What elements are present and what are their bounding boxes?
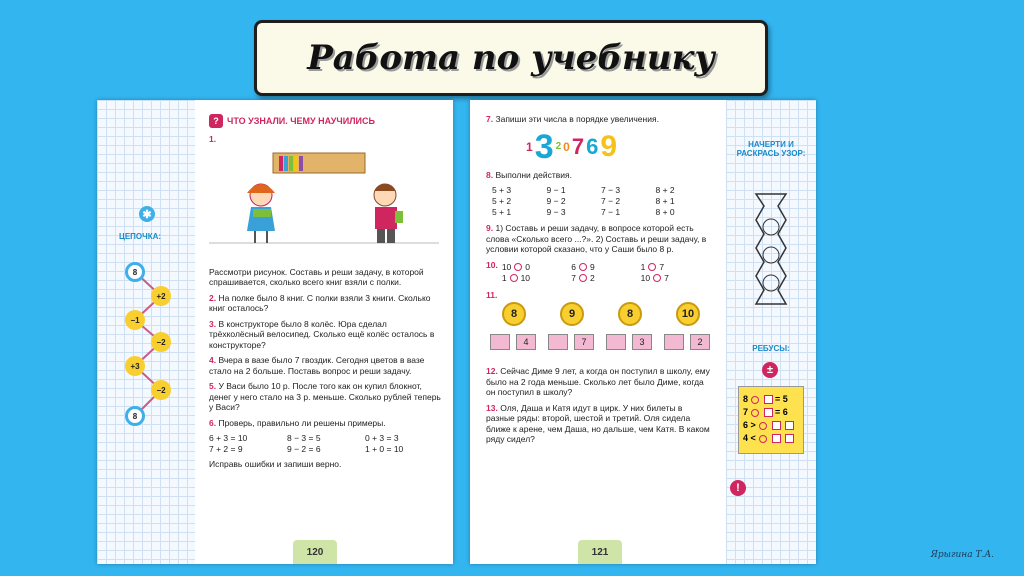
rebus-line — [743, 432, 799, 445]
balloon-number: 10 — [676, 302, 700, 326]
example: 7 − 3 — [601, 185, 621, 195]
task-number: 9. — [486, 223, 494, 233]
chain-node: −2 — [151, 332, 171, 352]
colored-digit: 7 — [571, 133, 585, 159]
task-text: Проверь, правильно ли решены примеры. — [218, 417, 386, 428]
example: 8 + 2 — [655, 185, 675, 195]
example: 5 + 2 — [492, 196, 512, 206]
task-number: 6. — [209, 417, 217, 428]
chain-node: +2 — [151, 286, 171, 306]
right-content — [470, 100, 720, 564]
answer-box[interactable] — [606, 334, 626, 350]
example: 5 + 1 — [492, 207, 512, 217]
task-number: 7. — [486, 114, 494, 124]
illustration-children-books — [209, 147, 443, 259]
answer-box[interactable] — [664, 334, 684, 350]
task-13 — [486, 403, 710, 445]
compare-right: 2 — [589, 272, 595, 283]
example: 9 − 2 = 6 — [287, 444, 321, 454]
balloon-part: 3 — [632, 334, 652, 350]
compare-right: 10 — [520, 272, 531, 283]
task-1: Рассмотри рисунок. Составь и реши задачу, в которой спрашивается, сколько всего книг взяли с полки. — [209, 266, 424, 287]
task-6 — [209, 418, 443, 429]
task-number: 13. — [486, 402, 498, 413]
task-8-examples — [492, 185, 710, 218]
task-text: В конструкторе было 8 колёс. Юра сделал трёхколёсный велосипед. Сколько ещё колёс осталось в конструкторе? — [209, 318, 435, 350]
chain-lines — [97, 100, 195, 564]
task-text: 1) Составь и реши задачу, в вопросе которой есть слова «Сколько всего ...?». 2) Составь и реши задачу, в условии которой сказано, что у Саши было 8 р. — [486, 223, 707, 254]
task-text: Выполни действия. — [495, 169, 572, 180]
rebus-circle[interactable] — [759, 435, 767, 443]
compare-right: 9 — [589, 261, 595, 272]
compare-left: 6 — [571, 261, 576, 272]
compare-left: 7 — [571, 272, 576, 283]
colored-digit: 0 — [563, 139, 570, 154]
colored-digit: 6 — [586, 133, 599, 159]
rebus-square[interactable] — [772, 434, 781, 443]
chain-node-start: 8 — [125, 262, 145, 282]
task-number: 2. — [209, 292, 217, 303]
task-8 — [486, 170, 710, 181]
example: 5 + 3 — [492, 185, 512, 195]
pattern-drawing — [746, 192, 796, 312]
comparison — [502, 273, 571, 284]
colored-digit: 2 — [555, 140, 562, 152]
chain-node: +3 — [125, 356, 145, 376]
example: 6 + 3 = 10 — [209, 433, 248, 443]
rebus-left: 6 > — [743, 420, 756, 430]
compare-right: 7 — [659, 261, 665, 272]
section-heading — [209, 114, 443, 128]
task-10 — [486, 260, 710, 290]
rebus-line — [743, 419, 799, 432]
compare-circle[interactable] — [579, 263, 587, 271]
chain-title: ЦЕПОЧКА: — [119, 232, 162, 241]
rebus-title: РЕБУСЫ: — [752, 344, 790, 353]
rebus-square[interactable] — [772, 421, 781, 430]
rebus-square[interactable] — [764, 395, 773, 404]
example: 8 + 0 — [655, 207, 675, 217]
compare-left: 1 — [640, 261, 646, 272]
left-content — [201, 100, 453, 564]
compare-circle[interactable] — [514, 263, 522, 271]
example: 7 − 2 — [601, 196, 621, 206]
balloon-part: 2 — [690, 334, 710, 350]
rebus-circle[interactable] — [759, 422, 767, 430]
task-number: 1. — [209, 134, 217, 144]
rebus-left: 4 < — [743, 433, 756, 443]
exclamation-icon: ! — [730, 480, 746, 496]
right-page — [470, 100, 816, 564]
heading-text: ЧТО УЗНАЛИ. ЧЕМУ НАУЧИЛИСЬ — [227, 115, 375, 126]
page-number: 121 — [578, 540, 622, 564]
balloon-number: 8 — [618, 302, 642, 326]
compare-right: 7 — [664, 272, 669, 283]
balloon-number: 9 — [560, 302, 584, 326]
answer-box[interactable] — [490, 334, 510, 350]
task-number: 12. — [486, 366, 498, 376]
children-with-bookshelf-image — [209, 147, 439, 259]
draw-pattern-title: НАЧЕРТИ И РАСКРАСЬ УЗОР: — [736, 140, 806, 158]
task-6-examples — [209, 433, 443, 455]
rebus-line — [743, 393, 799, 406]
example: 9 − 1 — [546, 185, 566, 195]
balloon-part: 7 — [574, 334, 594, 350]
task-number: 8. — [486, 169, 494, 180]
task-number: 10. — [486, 259, 498, 270]
compare-left: 10 — [501, 261, 512, 272]
task-text: Сейчас Диме 9 лет, а когда он поступил в школу, ему было на 2 года меньше. Сколько лет было Диме, когда он поступил в школу? — [486, 366, 710, 397]
compare-circle[interactable] — [648, 263, 656, 271]
colored-digit: 9 — [600, 129, 618, 163]
task-10-comparisons — [502, 262, 710, 284]
chain-node: −1 — [125, 310, 145, 330]
left-margin — [97, 100, 195, 564]
banner-title: Работа по учебнику — [307, 38, 715, 78]
rebus-right: = 5 — [775, 394, 788, 404]
example: 7 + 2 = 9 — [209, 444, 243, 454]
task-number: 11. — [486, 289, 498, 300]
compare-circle[interactable] — [653, 274, 661, 282]
balloon-part: 4 — [516, 334, 536, 350]
comparison — [571, 273, 640, 284]
comparison — [641, 273, 710, 284]
answer-box[interactable] — [548, 334, 568, 350]
rebus-left: 8 — [743, 394, 749, 404]
task-number: 5. — [209, 381, 217, 391]
task-number: 4. — [209, 355, 217, 365]
page-number: 120 — [293, 540, 337, 564]
comparison — [571, 262, 640, 273]
colored-digit: 3 — [534, 127, 554, 166]
task-6-footer: Исправь ошибки и запиши верно. — [209, 459, 342, 469]
task-2 — [209, 293, 443, 314]
example: 9 − 2 — [546, 196, 566, 206]
chain-icon: ✱ — [139, 206, 155, 222]
task-12 — [486, 366, 710, 398]
task-text: На полке было 8 книг. С полки взяли 3 книги. Сколько книг осталось? — [209, 292, 431, 313]
example: 0 + 3 = 3 — [365, 433, 399, 443]
compare-right: 0 — [525, 261, 531, 272]
compare-circle[interactable] — [579, 274, 587, 282]
compare-left: 10 — [640, 272, 651, 283]
colored-digit: 1 — [526, 139, 533, 154]
task-text: Оля, Даша и Катя идут в цирк. У них билеты в разные ряды: второй, шестой и третий. Оля сидела ближе к арене, чем Даша, но дальше, чем Катя. В каком ряду сидел? — [486, 402, 710, 444]
rebus-left: 7 — [743, 407, 749, 417]
colored-digits — [526, 127, 710, 166]
rebus-line — [743, 406, 799, 419]
rebus-square[interactable] — [785, 421, 794, 430]
task-5 — [209, 381, 443, 413]
rebus-box — [738, 386, 804, 454]
rebus-circle[interactable] — [751, 409, 759, 417]
task-text: У Васи было 10 р. После того как он купил блокнот, денег у него стало на 3 р. меньше. Сколько рублей теперь у Васи? — [209, 381, 441, 412]
example: 8 − 3 = 5 — [287, 433, 321, 443]
task-11-balloons — [486, 302, 710, 360]
task-number: 3. — [209, 318, 217, 329]
left-page — [97, 100, 453, 564]
chain-node-end: 8 — [125, 406, 145, 426]
task-text: Запиши эти числа в порядке увеличения. — [495, 114, 659, 124]
comparison — [641, 262, 710, 273]
task-text: Вчера в вазе было 7 гвоздик. Сегодня цветов в вазе стало на 2 больше. Поставь вопрос и реши задачу. — [209, 355, 425, 376]
plus-minus-icon: ± — [762, 362, 778, 378]
example: 7 − 1 — [601, 207, 621, 217]
rebus-square[interactable] — [764, 408, 773, 417]
question-icon: ? — [209, 114, 223, 128]
chain-node: −2 — [151, 380, 171, 400]
task-9 — [486, 223, 710, 255]
author-credit: Ярыгина Т.А. — [930, 550, 994, 560]
task-4 — [209, 355, 443, 376]
compare-circle[interactable] — [510, 274, 518, 282]
example: 1 + 0 = 10 — [365, 444, 404, 454]
rebus-circle[interactable] — [751, 396, 759, 404]
rebus-square[interactable] — [785, 434, 794, 443]
example: 8 + 1 — [655, 196, 675, 206]
example: 9 − 3 — [546, 207, 566, 217]
rebus-right: = 6 — [775, 407, 788, 417]
compare-left: 1 — [501, 272, 507, 283]
balloon-number: 8 — [502, 302, 526, 326]
task-7 — [486, 114, 710, 125]
title-banner — [254, 20, 768, 96]
comparison — [502, 262, 571, 273]
right-margin — [726, 100, 816, 564]
task-3 — [209, 319, 443, 351]
